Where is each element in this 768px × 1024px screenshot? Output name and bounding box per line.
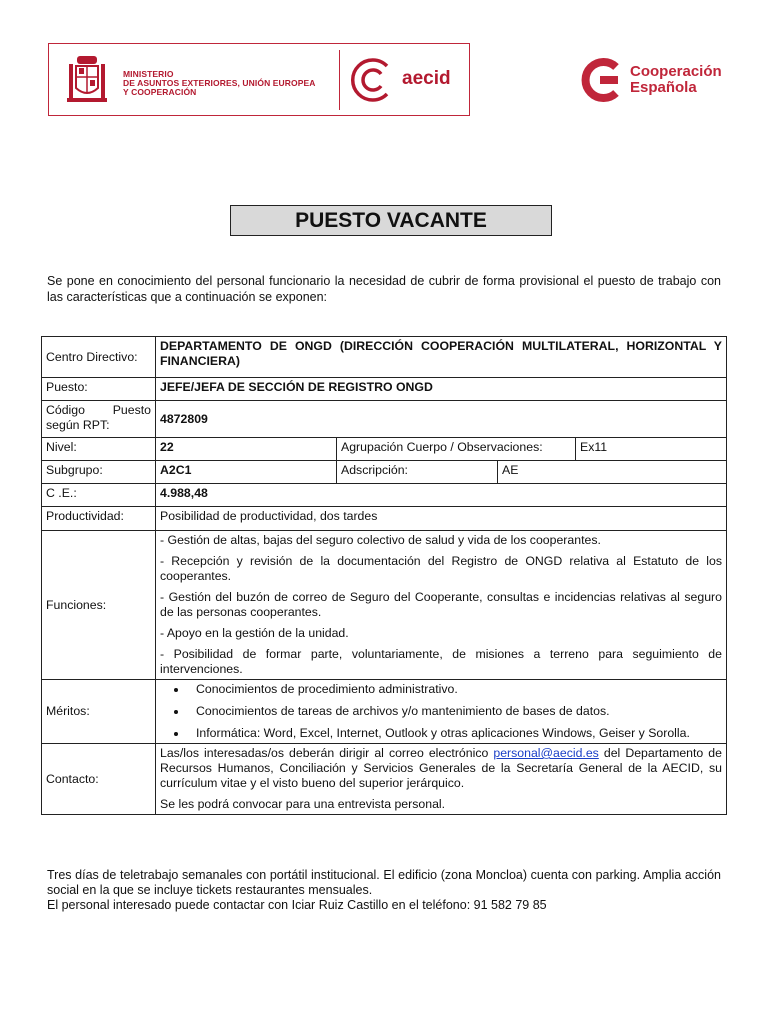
cooperacion-espanola-wordmark [630, 64, 722, 96]
meritos-cell [156, 680, 727, 744]
contacto-pre: Las/los interesadas/os deberán dirigir al correo electrónico [160, 746, 494, 760]
centro-value: DEPARTAMENTO DE ONGD (DIRECCIÓN COOPERACIÓN MULTILATERAL, HORIZONTAL Y FINANCIERA) [156, 337, 727, 378]
meritos-label: Méritos: [42, 680, 156, 744]
productividad-label: Productividad: [42, 507, 156, 531]
footer-line-2: El personal interesado puede contactar con Iciar Ruiz Castillo en el teléfono: 91 582 79 85 [47, 898, 547, 912]
codigo-value: 4872809 [156, 401, 727, 438]
merito-item: • Conocimientos de tareas de archivos y/o mantenimiento de bases de datos. [188, 704, 722, 719]
footer-notes [47, 868, 721, 913]
subgrupo-value: A2C1 [156, 461, 337, 484]
funcion-item: - Posibilidad de formar parte, voluntariamente, de misiones a terreno para seguimiento de intervenciones. [160, 647, 722, 676]
nivel-value: 22 [156, 438, 337, 461]
puesto-label: Puesto: [42, 378, 156, 401]
puesto-value: JEFE/JEFA DE SECCIÓN DE REGISTRO ONGD [156, 378, 727, 401]
row-meritos [42, 680, 727, 744]
ce-label: C .E.: [42, 484, 156, 507]
cooperacion-espanola-icon [580, 58, 624, 102]
aecid-wordmark: aecid [402, 68, 451, 89]
vacancy-table [41, 336, 727, 815]
funcion-item: - Gestión del buzón de correo de Seguro del Cooperante, consultas e incidencias relativas al seguro de las personas cooperantes. [160, 590, 722, 619]
codigo-label: Código Puesto según RPT: [42, 401, 156, 438]
row-puesto [42, 378, 727, 401]
merito-item: • Informática: Word, Excel, Internet, Outlook y otras aplicaciones Windows, Geiser y Sorolla. [188, 726, 722, 741]
merito-item: • Conocimientos de procedimiento administrativo. [188, 682, 722, 697]
ministry-line-2: DE ASUNTOS EXTERIORES, UNIÓN EUROPEA [123, 78, 316, 88]
cooperacion-line-2: Española [630, 79, 697, 96]
ministry-aecid-logo-block [48, 43, 470, 116]
contacto-note: Se les podrá convocar para una entrevista personal. [160, 797, 446, 811]
meritos-list [160, 682, 722, 741]
subgrupo-label: Subgrupo: [42, 461, 156, 484]
row-contacto [42, 744, 727, 815]
funciones-list [156, 531, 727, 680]
ministry-line-1: MINISTERIO [123, 69, 174, 79]
agrupacion-value: Ex11 [576, 438, 727, 461]
email-link[interactable]: personal@aecid.es [493, 746, 599, 760]
ce-value: 4.988,48 [156, 484, 727, 507]
funcion-item: - Apoyo en la gestión de la unidad. [160, 626, 349, 640]
footer-line-1: Tres días de teletrabajo semanales con portátil institucional. El edificio (zona Moncloa) cuenta con parking. Amplia acción social en la que se incluye tickets restaurantes mensuales. [47, 868, 721, 897]
contacto-text [160, 746, 722, 791]
agrupacion-label: Agrupación Cuerpo / Observaciones: [337, 438, 576, 461]
aecid-c-icon [347, 56, 395, 104]
ministry-line-3: Y COOPERACIÓN [123, 87, 197, 97]
row-funciones [42, 531, 727, 680]
page-title: PUESTO VACANTE [230, 205, 552, 236]
funcion-item: - Recepción y revisión de la documentación del Registro de ONGD relativa al Estatuto de los cooperantes. [160, 554, 722, 583]
productividad-value: Posibilidad de productividad, dos tardes [156, 507, 727, 531]
intro-paragraph: Se pone en conocimiento del personal funcionario la necesidad de cubrir de forma provisional el puesto de trabajo con las características que a continuación se exponen: [47, 274, 721, 304]
row-subgrupo [42, 461, 727, 484]
adscripcion-value: AE [498, 461, 727, 484]
centro-label: Centro Directivo: [42, 337, 156, 378]
row-nivel [42, 438, 727, 461]
ministry-name [123, 70, 316, 97]
cooperacion-line-1: Cooperación [630, 63, 722, 80]
row-ce [42, 484, 727, 507]
contacto-label: Contacto: [42, 744, 156, 815]
row-centro-directivo [42, 337, 727, 378]
contacto-post: del Departamento de Recursos Humanos, Conciliación y Servicios Generales de la Secretaría General de la AECID, su currículum vitae y el visto bueno del superior jerárquico. [160, 746, 722, 790]
adscripcion-label: Adscripción: [337, 461, 498, 484]
logo-divider [339, 50, 340, 110]
nivel-label: Nivel: [42, 438, 156, 461]
funciones-label: Funciones: [42, 531, 156, 680]
coat-of-arms-icon [65, 54, 109, 106]
funcion-item: - Gestión de altas, bajas del seguro colectivo de salud y vida de los cooperantes. [160, 533, 601, 547]
contacto-cell [156, 744, 727, 815]
row-codigo [42, 401, 727, 438]
row-productividad [42, 507, 727, 531]
